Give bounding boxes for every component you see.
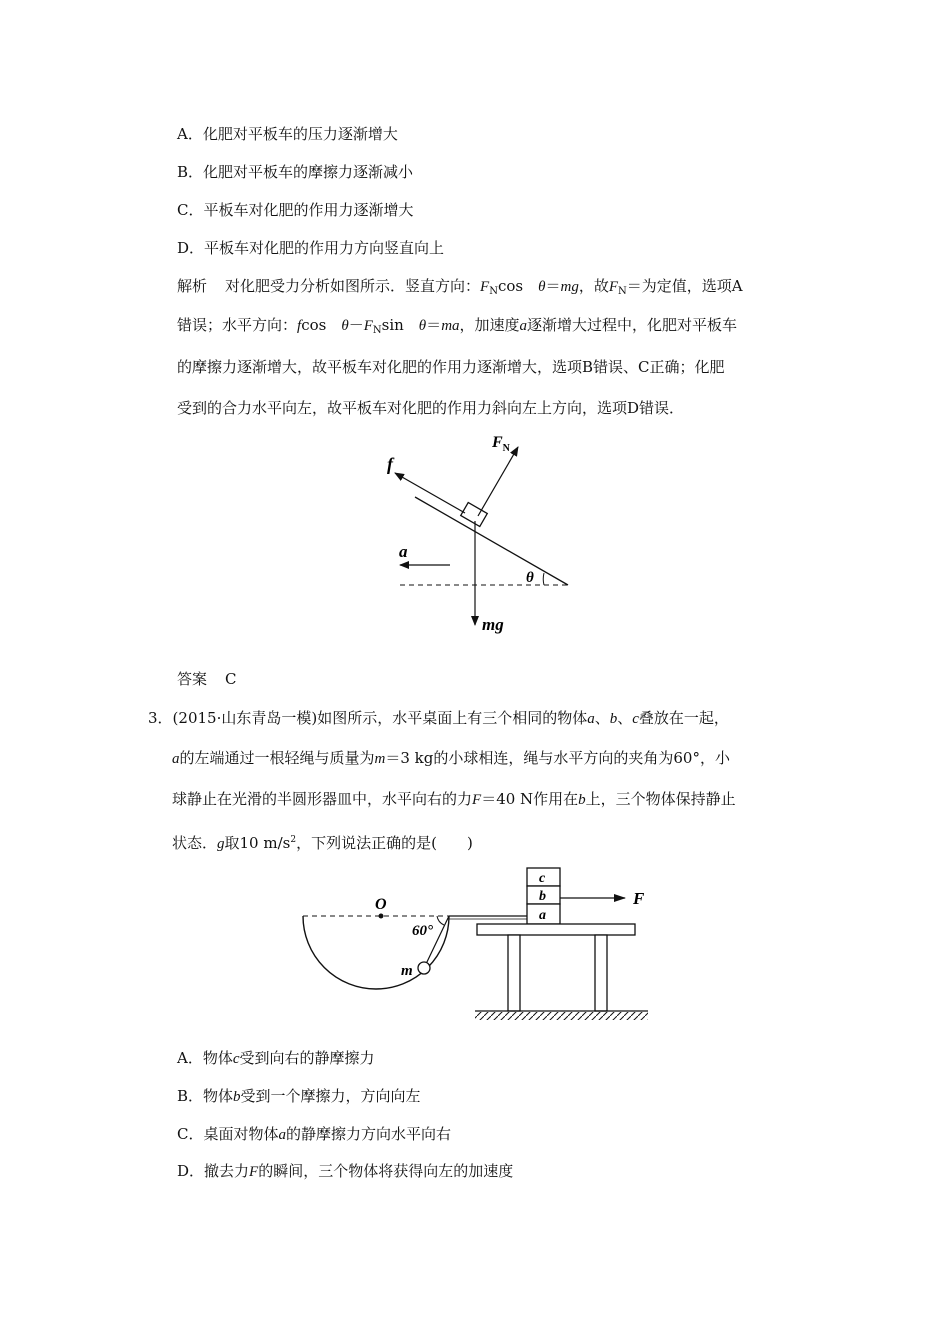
ground-hatch bbox=[475, 1012, 648, 1020]
q3-line-4 bbox=[172, 830, 473, 854]
option-label: A． bbox=[177, 1049, 203, 1067]
label-o: O bbox=[375, 896, 387, 913]
var: θ bbox=[418, 318, 427, 334]
text: 叠放在一起， bbox=[638, 709, 729, 727]
text: 物体 bbox=[203, 1087, 234, 1105]
option-label: C． bbox=[177, 201, 204, 219]
q2-option-d bbox=[177, 238, 444, 258]
theta-arc bbox=[543, 573, 544, 585]
q3-option-d bbox=[177, 1161, 513, 1182]
label-mg: mg bbox=[482, 615, 504, 634]
sub: N bbox=[372, 325, 382, 336]
bowl-table-diagram bbox=[295, 862, 660, 1027]
friction-arrow bbox=[395, 473, 465, 513]
label-60: 60° bbox=[412, 923, 433, 939]
sub: N bbox=[618, 286, 627, 297]
text: 状态． bbox=[172, 834, 218, 852]
var: b bbox=[233, 1089, 241, 1105]
text: ，故 bbox=[578, 277, 609, 295]
text: 球静止在光滑的半圆形器皿中，水平向右的力 bbox=[172, 790, 473, 808]
ball-m bbox=[418, 962, 430, 974]
option-label: A． bbox=[177, 125, 203, 143]
var: b bbox=[609, 711, 618, 727]
option-label: C． bbox=[177, 1125, 204, 1143]
label-m: m bbox=[401, 963, 413, 979]
text: 的瞬间，三个物体将获得向左的加速度 bbox=[258, 1162, 514, 1180]
var: a bbox=[278, 1127, 286, 1143]
q2-option-a bbox=[177, 124, 398, 144]
fn-sub: N bbox=[502, 443, 510, 454]
text: 的静摩擦力方向水平向右 bbox=[286, 1125, 452, 1143]
text: 的左端通过一根轻绳与质量为 bbox=[179, 749, 375, 767]
text: 对化肥受力分析如图所示．竖直方向： bbox=[225, 277, 481, 295]
center-point-o bbox=[379, 914, 384, 919]
text: (2015·山东青岛一模)如图所示，水平桌面上有三个相同的物体 bbox=[172, 709, 588, 727]
text: 受到一个摩擦力，方向向左 bbox=[240, 1087, 421, 1105]
answer-label: 答案 bbox=[177, 670, 208, 688]
text: 、 bbox=[594, 709, 610, 727]
var: c bbox=[632, 711, 639, 727]
text: ＝ bbox=[545, 277, 561, 295]
label-fn bbox=[491, 434, 511, 454]
table-leg-right bbox=[595, 935, 607, 1011]
var: F bbox=[249, 1164, 259, 1180]
analysis-line-1 bbox=[177, 276, 743, 302]
label-force-f: F bbox=[633, 889, 645, 908]
option-label: B． bbox=[177, 1087, 204, 1105]
text: ＝3 kg的小球相连，绳与水平方向的夹角为60°，小 bbox=[385, 749, 730, 767]
option-text: 平板车对化肥的作用力逐渐增大 bbox=[203, 201, 414, 219]
text: cos bbox=[497, 277, 539, 295]
text: 取10 m/s bbox=[224, 834, 291, 852]
text: ，下列说法正确的是( ) bbox=[296, 834, 473, 852]
var: a bbox=[172, 751, 180, 767]
option-text: 化肥对平板车的压力逐渐增大 bbox=[202, 125, 398, 143]
table-leg-left bbox=[508, 935, 520, 1011]
label-c: c bbox=[539, 871, 546, 886]
option-label: D． bbox=[177, 1162, 205, 1180]
var: F bbox=[608, 279, 619, 295]
var: F bbox=[480, 279, 490, 295]
var: f bbox=[297, 318, 302, 334]
var: m bbox=[374, 751, 386, 767]
q3-line-3 bbox=[172, 789, 736, 810]
option-text: 化肥对平板车的摩擦力逐渐减小 bbox=[203, 163, 414, 181]
label-theta: θ bbox=[526, 570, 534, 586]
var: θ bbox=[538, 279, 546, 295]
analysis-line-3: 的摩擦力逐渐增大，故平板车对化肥的作用力逐渐增大，选项B错误、C正确；化肥 bbox=[177, 358, 725, 376]
text: 桌面对物体 bbox=[203, 1125, 279, 1143]
sub: N bbox=[489, 286, 498, 297]
text: cos bbox=[301, 316, 342, 334]
text: 受到向右的静摩擦力 bbox=[239, 1049, 375, 1067]
var: θ bbox=[341, 318, 349, 334]
var: F bbox=[472, 792, 482, 808]
q2-option-b bbox=[177, 162, 413, 182]
text: － bbox=[348, 316, 364, 334]
option-text: 平板车对化肥的作用力方向竖直向上 bbox=[204, 239, 445, 257]
q2-option-c bbox=[177, 200, 414, 220]
text: 物体 bbox=[202, 1049, 233, 1067]
text: 上，三个物体保持静止 bbox=[585, 790, 736, 808]
label-a-block: a bbox=[539, 908, 546, 923]
normal-force-arrow bbox=[478, 447, 518, 516]
text: ＝为定值，选项A bbox=[626, 277, 743, 295]
q3-option-b bbox=[177, 1086, 421, 1107]
option-label: D． bbox=[177, 239, 205, 257]
sup: 2 bbox=[290, 835, 297, 845]
q3-line-2 bbox=[172, 748, 730, 769]
label-a: a bbox=[399, 542, 408, 561]
var: b bbox=[578, 792, 586, 808]
var: F bbox=[363, 318, 373, 334]
text: 、 bbox=[617, 709, 633, 727]
analysis-line-4: 受到的合力水平向左，故平板车对化肥的作用力斜向左上方向，选项D错误． bbox=[177, 399, 685, 417]
var: a bbox=[587, 711, 595, 727]
label-f: f bbox=[387, 454, 393, 474]
answer-line bbox=[177, 669, 237, 689]
text: 错误；水平方向： bbox=[177, 316, 298, 334]
var: c bbox=[232, 1051, 240, 1067]
angle-arc bbox=[437, 916, 444, 925]
incline-force-diagram bbox=[370, 425, 590, 640]
text: ，加速度 bbox=[459, 316, 520, 334]
text: 撤去力 bbox=[204, 1162, 250, 1180]
text: ＝40 N作用在 bbox=[481, 790, 579, 808]
question-number: 3． bbox=[148, 709, 173, 727]
analysis-line-2 bbox=[177, 315, 737, 341]
q3-option-c bbox=[177, 1124, 451, 1145]
var: g bbox=[217, 836, 225, 852]
var: mg bbox=[560, 279, 579, 295]
answer-value: C bbox=[225, 670, 237, 688]
text: ＝ bbox=[426, 316, 442, 334]
fn-main: F bbox=[492, 434, 503, 451]
incline-line bbox=[415, 497, 568, 585]
analysis-heading: 解析 bbox=[177, 277, 208, 295]
q3-line-1 bbox=[148, 708, 729, 729]
option-label: B． bbox=[177, 163, 204, 181]
var: ma bbox=[441, 318, 460, 334]
label-b: b bbox=[539, 889, 546, 904]
var: a bbox=[519, 318, 528, 334]
table-top bbox=[477, 924, 635, 935]
text: sin bbox=[381, 316, 419, 334]
q3-option-a bbox=[177, 1048, 375, 1069]
text: 逐渐增大过程中，化肥对平板车 bbox=[527, 316, 738, 334]
